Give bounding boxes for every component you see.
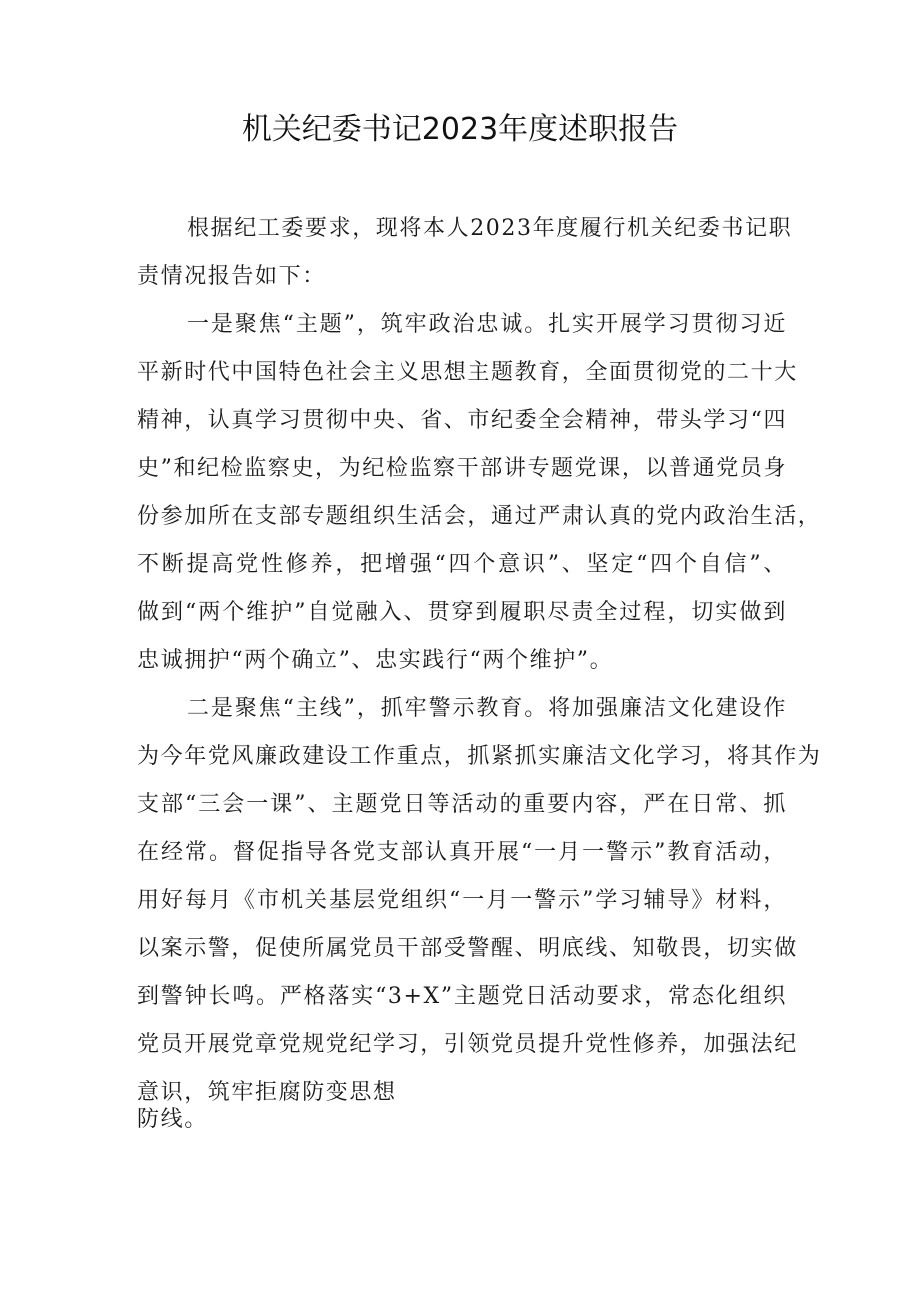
paragraph-line: 到警钟长鸣。严格落实“3+X”主题党日活动要求，常态化组织 — [137, 984, 787, 1009]
paragraph-line: 二是聚焦“主线”，抓牢警示教育。将加强廉洁文化建设作 — [187, 696, 787, 721]
document-body — [137, 205, 822, 1135]
paragraph-line: 党员开展党章党规党纪学习，引领党员提升党性修养，加强法纪 — [137, 1032, 798, 1057]
paragraph-line: 份参加所在支部专题组织生活会，通过严肃认真的党内政治生活， — [137, 504, 822, 529]
paragraph-line: 防线。 — [137, 1107, 208, 1132]
paragraph-line: 在经常。督促指导各党支部认真开展“一月一警示”教育活动， — [137, 840, 787, 865]
paragraph-line: 根据纪工委要求，现将本人2023年度履行机关纪委书记职 — [187, 216, 793, 241]
paragraph-line: 忠诚拥护“两个确立”、忠实践行“两个维护”。 — [137, 648, 614, 673]
document-title: 机关纪委书记2023年度述职报告 — [241, 112, 679, 147]
paragraph-line: 为今年党风廉政建设工作重点，抓紧抓实廉洁文化学习，将其作为 — [137, 744, 822, 769]
paragraph-line: 不断提高党性修养，把增强“四个意识”、坚定“四个自信”、 — [137, 552, 787, 577]
paragraph-line: 支部“三会一课”、主题党日等活动的重要内容，严在日常、抓 — [137, 792, 787, 817]
paragraph-line: 史”和纪检监察史，为纪检监察干部讲专题党课，以普通党员身 — [137, 456, 788, 481]
paragraph-line: 一是聚焦“主题”，筑牢政治忠诚。扎实开展学习贯彻习近 — [187, 312, 787, 337]
paragraph-line: 平新时代中国特色社会主义思想主题教育，全面贯彻党的二十大 — [137, 360, 798, 385]
paragraph-line: 做到“两个维护”自觉融入、贯穿到履职尽责全过程，切实做到 — [137, 600, 787, 625]
paragraph-line: 以案示警，促使所属党员干部受警醒、明底线、知敬畏，切实做 — [137, 936, 798, 961]
paragraph-line: 责情况报告如下： — [137, 264, 326, 289]
paragraph-line: 精神，认真学习贯彻中央、省、市纪委全会精神，带头学习“四 — [137, 408, 788, 433]
paragraph-line: 意识，筑牢拒腐防变思想 — [137, 1080, 397, 1105]
paragraph-line: 用好每月《市机关基层党组织“一月一警示”学习辅导》材料， — [137, 888, 787, 913]
